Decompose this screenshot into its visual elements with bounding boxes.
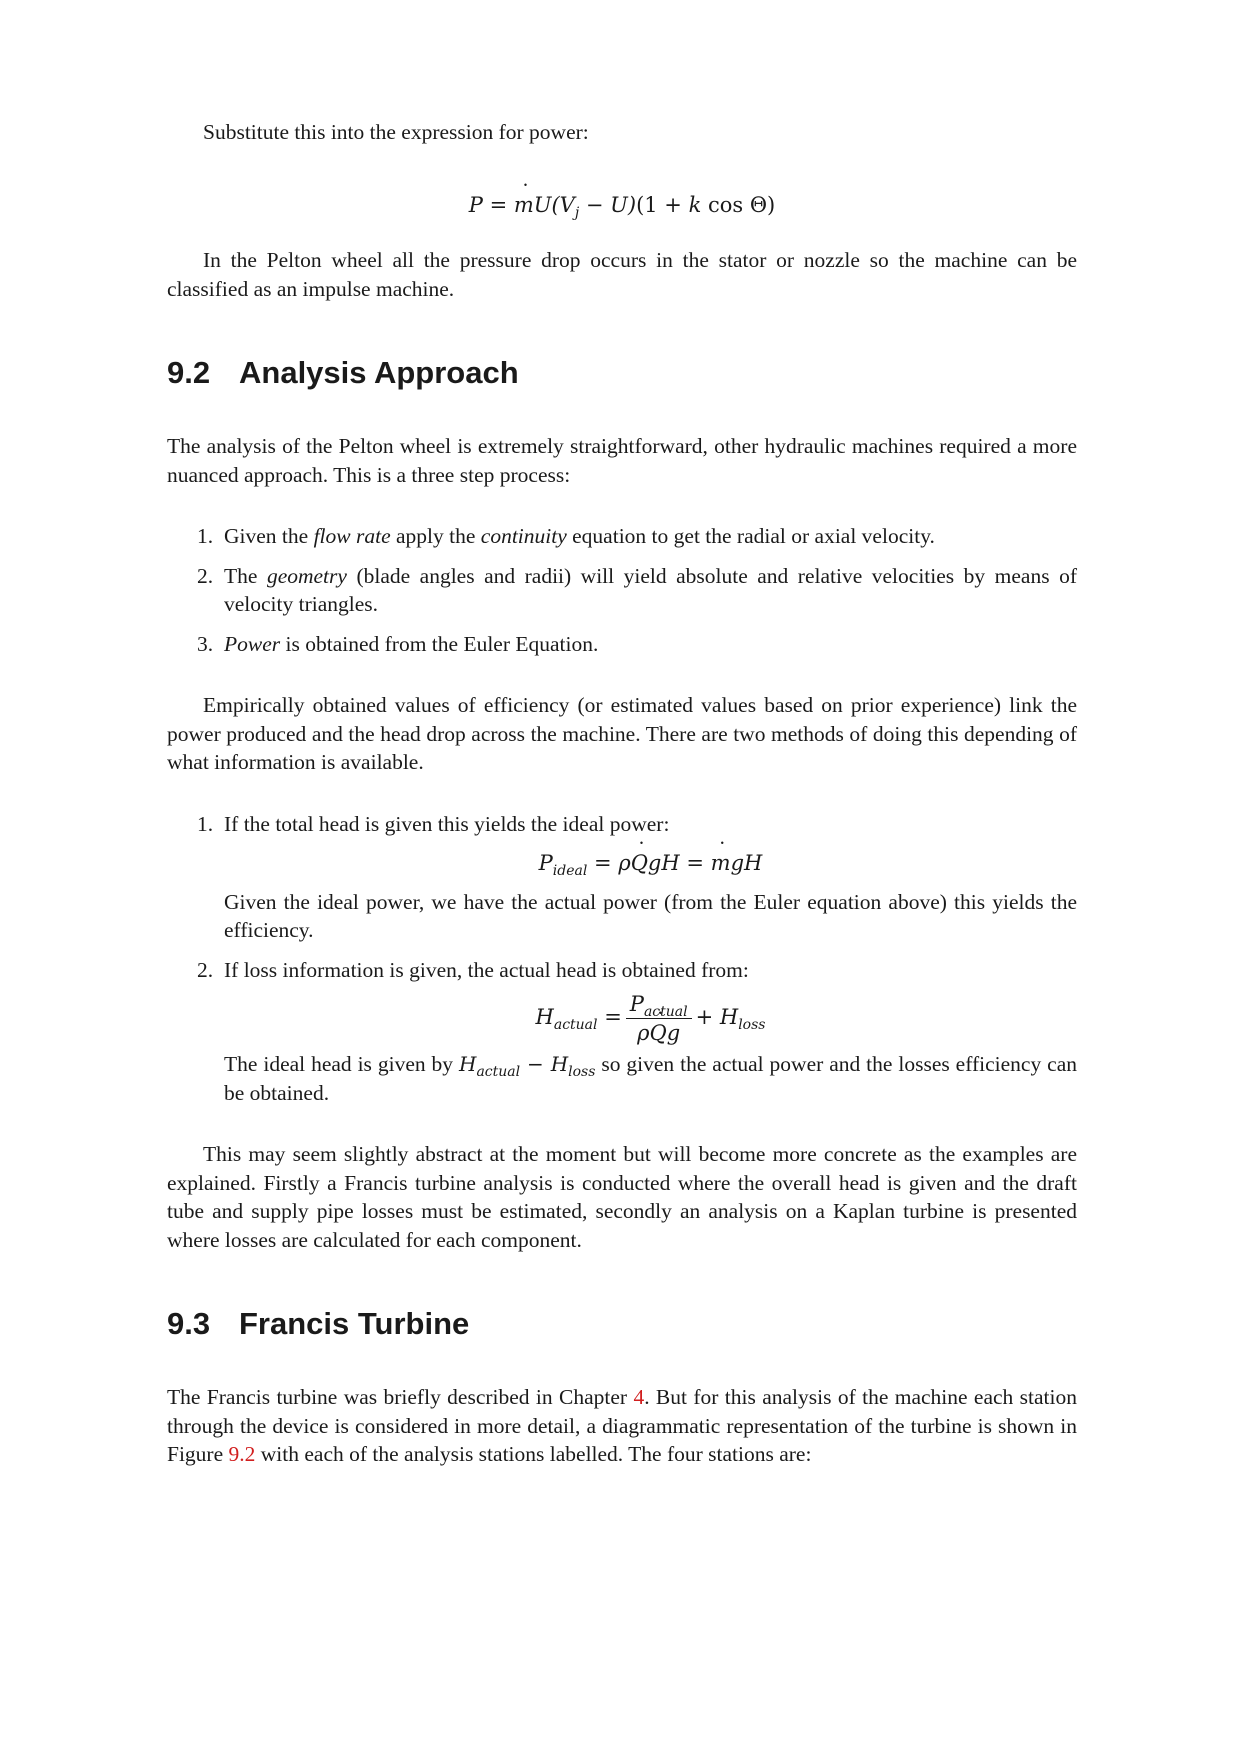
list-number: 3. — [197, 631, 214, 656]
list-item: 1. Given the flow rate apply the continuity equation to get the radial or axial velocity. — [167, 522, 1077, 551]
list-item: 1. If the total head is given this yields the ideal power: $P_{ideal}$ = ρ˙ QgH = ˙ mgH Given the ideal power, we have the actual power (from the Euler equation above) this yields the efficiency. — [167, 810, 1077, 945]
section-heading-9-2 — [167, 355, 1077, 391]
paragraph-ideal-head: The ideal head is given by $H_{actual} - H_{loss}$ so given the actual power and the losses efficiency can be obtained. — [224, 1052, 1077, 1105]
list-number: 1. — [197, 811, 214, 836]
paragraph-analysis-intro: The analysis of the Pelton wheel is extremely straightforward, other hydraulic machines required a more nuanced approach. This is a three step process: — [167, 434, 1077, 487]
section-title: Analysis Approach — [239, 355, 519, 390]
list-number: 2. — [197, 957, 214, 982]
list-number: 2. — [197, 563, 214, 588]
equation-power: P = ˙ $mU(V_j - U)(1 + k$ cos Θ) — [167, 191, 1077, 220]
figure-reference-link[interactable]: 9.2 — [228, 1442, 256, 1466]
methods-list — [167, 810, 1077, 1108]
steps-list — [167, 522, 1077, 658]
paragraph-pelton-impulse: In the Pelton wheel all the pressure drop occurs in the stator or nozzle so the machine can be classified as an impulse machine. — [167, 248, 1077, 301]
list-item: 2. The geometry (blade angles and radii) will yield absolute and relative velocities by means of velocity triangles. — [197, 563, 1077, 616]
list-number: 1. — [197, 524, 214, 548]
emphasis-geometry: geometry — [266, 563, 347, 588]
equation-actual-head: $H_{actual}$ = $\frac{P_{actual}}{\rho˙ Qg}$ + $H_{loss}$ — [224, 991, 1077, 1046]
paragraph-substitute: Substitute this into the expression for power: — [203, 120, 589, 144]
section-number: 9.2 — [167, 355, 211, 390]
paragraph-examples-overview: This may seem slightly abstract at the moment but will become more concrete as the examples are explained. Firstly a Francis turbine analysis is conducted where the overall head is given and the draft tube and supply pipe losses must be estimated, secondly an analysis on a Kaplan turbine is presented where losses are calculated for each component. — [167, 1142, 1077, 1252]
inline-equation-head-difference: $H_{actual} - H_{loss}$ — [458, 1052, 596, 1080]
list-item: 3. Power is obtained from the Euler Equation. — [167, 630, 1077, 659]
emphasis-continuity: continuity — [480, 524, 567, 548]
list-item: 2. If loss information is given, the actual head is obtained from: $H_{actual}$ = $\frac{P_{actual}}{\rho˙ Qg}$ + $H_{loss}$ The ideal head is given by $H_{actual} - H_{loss}$ so given the actual power and the losses efficiency can be obtained. — [167, 956, 1077, 1108]
chapter-reference-link[interactable]: 4 — [633, 1385, 645, 1409]
section-number: 9.3 — [167, 1306, 211, 1341]
emphasis-power: Power — [224, 631, 281, 656]
page-content — [167, 118, 1077, 1469]
section-heading-9-3 — [167, 1306, 1077, 1342]
section-title: Francis Turbine — [239, 1306, 470, 1341]
paragraph-francis-intro: The Francis turbine was briefly described in Chapter 4. But for this analysis of the machine each station through the device is considered in more detail, a diagrammatic representation of the turbine is shown in Figure 9.2 with each of the analysis stations labelled. The four stations are: — [167, 1385, 1078, 1466]
paragraph-ideal-efficiency: Given the ideal power, we have the actual power (from the Euler equation above) this yields the efficiency. — [224, 889, 1077, 942]
paragraph-empirical-efficiency: Empirically obtained values of efficiency (or estimated values based on prior experience) link the power produced and the head drop across the machine. There are two methods of doing this depending of what information is available. — [167, 693, 1077, 774]
equation-ideal-power: $P_{ideal}$ = ρ˙ QgH = ˙ mgH — [224, 849, 1077, 878]
emphasis-flow-rate: flow rate — [313, 524, 391, 548]
